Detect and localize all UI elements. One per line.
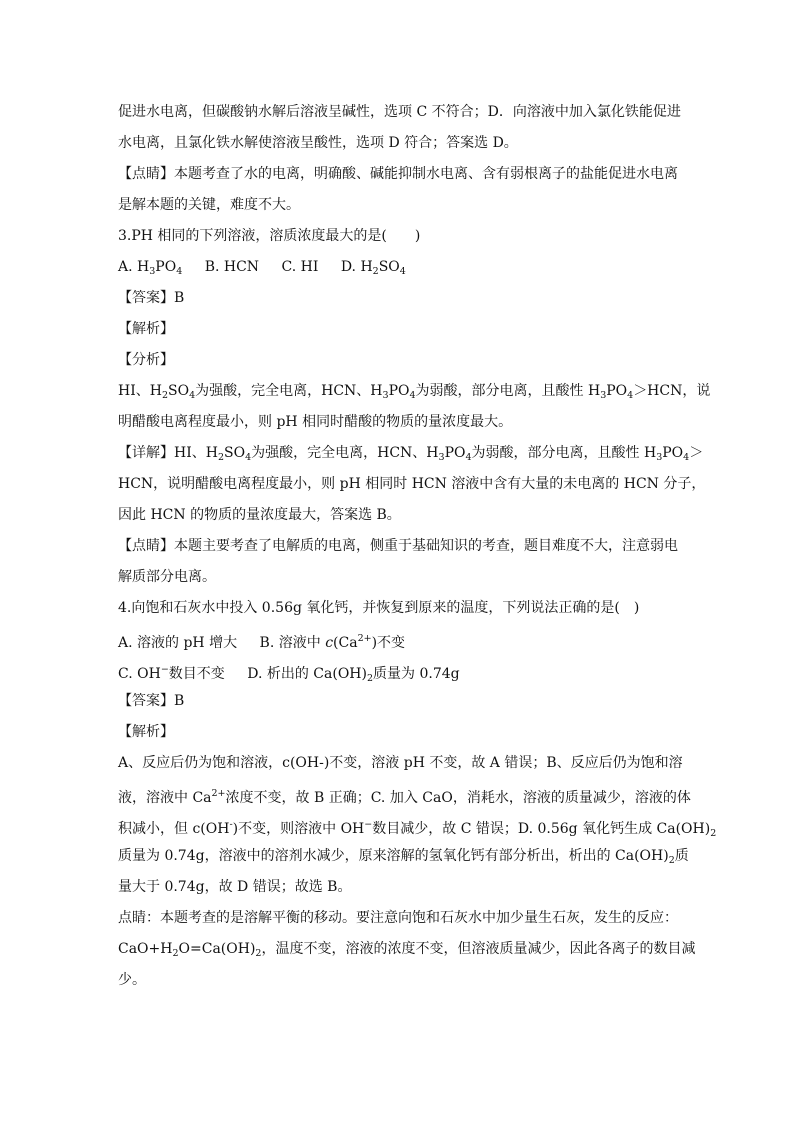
- option-c: C. OH−数目不变: [118, 664, 225, 682]
- analysis-label: 【解析】: [118, 321, 174, 337]
- analysis-label: 【解析】: [118, 724, 174, 740]
- analysis-sub-label: 【分析】: [118, 352, 174, 368]
- question-4-options-row2: [118, 660, 460, 689]
- paragraph-line: 促进水电离，但碳酸钠水解后溶液呈碱性，选项 C 不符合；D．向溶液中加入氯化铁能促进: [118, 104, 681, 120]
- detail-line: 因此 HCN 的物质的量浓度最大，答案选 B。: [118, 507, 401, 523]
- option-a: A. $H_3PO_4$: [118, 259, 183, 277]
- answer-label: 【答案】B: [118, 693, 185, 709]
- option-d: D. 析出的 $Ca(OH)_2$质量为 0.74g: [247, 666, 460, 684]
- explanation-line: 质量为 0.74g，溶液中的溶剂水减少，原来溶解的氢氧化钙有部分析出，析出的 $Ca(OH)_2$质: [118, 848, 689, 866]
- comment-line: 是解本题的关键，难度不大。: [118, 197, 300, 213]
- detail-line: 【详解】HI、$H_2SO_4$为强酸，完全电离，HCN、$H_3PO_4$为弱酸，部分电离，且酸性 $H_3PO_4>$: [118, 445, 704, 463]
- explanation-line: 量大于 0.74g，故 D 错误；故选 B。: [118, 879, 352, 895]
- option-c: C. HI: [281, 259, 319, 275]
- comment-line: $CaO+H_2O=Ca(OH)_2$，温度不变，溶液的浓度不变，但溶液质量减少，因此各离子的数目减: [118, 941, 696, 959]
- option-b: B. HCN: [204, 259, 260, 275]
- comment-line: 少。: [118, 972, 146, 988]
- answer-label: 【答案】B: [118, 290, 185, 306]
- comment-line: 点睛：本题考查的是溶解平衡的移动。要注意向饱和石灰水中加少量生石灰，发生的反应：: [118, 910, 678, 926]
- option-b: B. 溶液中 $c(Ca^{2+})$不变: [259, 633, 406, 651]
- question-3-stem: 3.PH 相同的下列溶液，溶质浓度最大的是( ): [118, 228, 421, 244]
- comment-line: 解质部分电离。: [118, 569, 216, 585]
- explanation-line: 积减小，但 c(OH-)不变，则溶液中 OH−数目减少，故 C 错误；D. 0.56g 氧化钙生成 $Ca(OH)_2$: [118, 819, 717, 839]
- question-3-options: [118, 257, 406, 282]
- explanation-line: 液，溶液中 $Ca^{2+}$浓度不变，故 B 正确；C. 加入 CaO，消耗水，溶液的质量减少，溶液的体: [118, 788, 691, 806]
- question-4-options-row1: [118, 629, 405, 653]
- question-4-stem: 4.向饱和石灰水中投入 0.56g 氧化钙，并恢复到原来的温度，下列说法正确的是( ): [118, 600, 640, 616]
- option-a: A. 溶液的 pH 增大: [118, 635, 238, 651]
- analysis-line: 明醋酸电离程度最小，则 pH 相同时醋酸的物质的量浓度最大。: [118, 414, 513, 430]
- option-d: D. $H_2SO_4$: [340, 259, 406, 277]
- analysis-line: HI、$H_2SO_4$为强酸，完全电离，HCN、$H_3PO_4$为弱酸，部分电离，且酸性 $H_3PO_4>HCN$，说: [118, 383, 711, 401]
- explanation-line: A、反应后仍为饱和溶液，c(OH-)不变，溶液 pH 不变，故 A 错误；B、反应后仍为饱和溶: [118, 755, 683, 771]
- detail-line: HCN，说明醋酸电离程度最小，则 pH 相同时 HCN 溶液中含有大量的未电离的 HCN 分子，: [118, 476, 706, 492]
- comment-line: 【点睛】本题主要考查了电解质的电离，侧重于基础知识的考查，题目难度不大，注意弱电: [118, 538, 678, 554]
- paragraph-line: 水电离，且氯化铁水解使溶液呈酸性，选项 D 符合；答案选 D。: [118, 135, 518, 151]
- comment-line: 【点睛】本题考查了水的电离，明确酸、碱能抑制水电离、含有弱根离子的盐能促进水电离: [118, 166, 678, 182]
